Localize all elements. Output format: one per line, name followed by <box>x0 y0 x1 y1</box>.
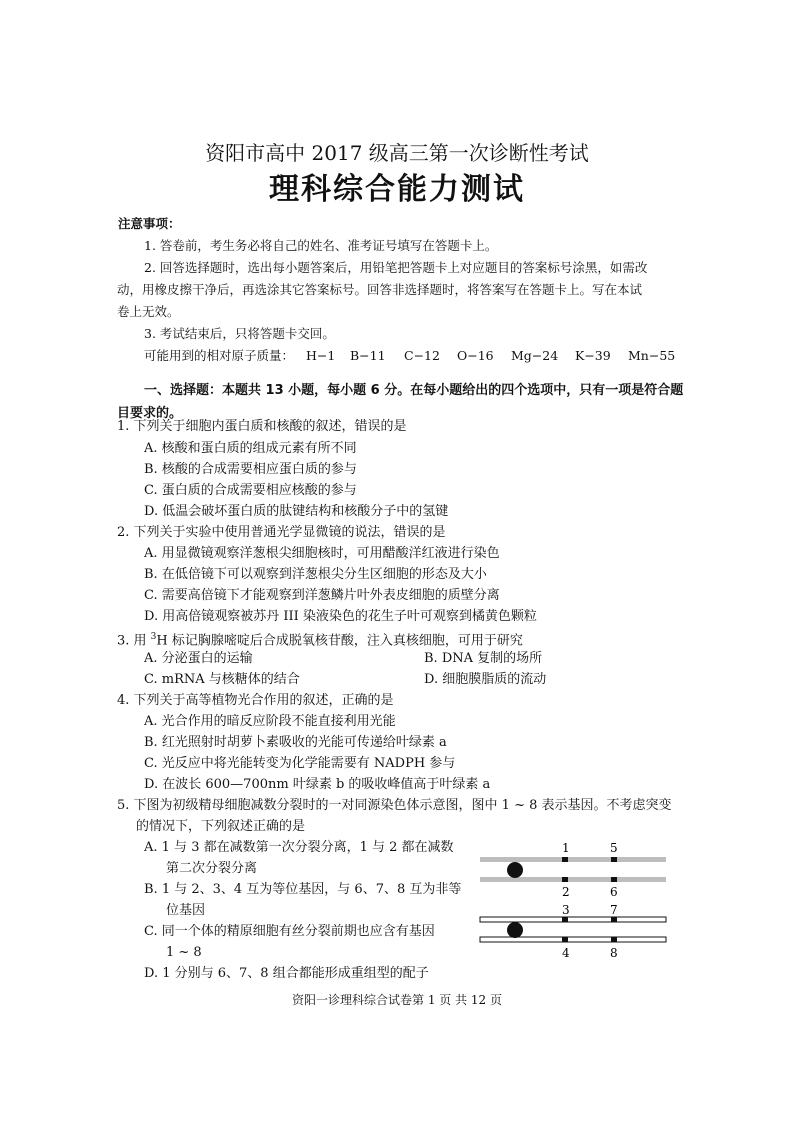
question-3-option-b: B. DNA 复制的场所 <box>424 651 543 666</box>
question-2-option-b: B. 在低倍镜下可以观察到洋葱根尖分生区细胞的形态及大小 <box>144 567 487 582</box>
question-5-stem-line-2: 的情况下，下列叙述正确的是 <box>136 819 306 834</box>
atomic-mass-b: B−11 <box>350 348 386 363</box>
gene-mark-3 <box>562 917 568 922</box>
centromere-upper <box>507 862 523 878</box>
question-4-option-a: A. 光合作用的暗反应阶段不能直接利用光能 <box>144 714 396 729</box>
question-3-option-d: D. 细胞膜脂质的流动 <box>424 672 547 687</box>
question-1-option-b: B. 核酸的合成需要相应蛋白质的参与 <box>144 462 357 477</box>
atomic-mass-k: K−39 <box>575 348 611 363</box>
notice-line-4: 卷上无效。 <box>117 304 180 319</box>
question-5-option-b-line-1: B. 1 与 2、3、4 互为等位基因，与 6、7、8 互为非等 <box>144 882 462 897</box>
chromatid-4 <box>480 937 666 942</box>
question-4-option-c: C. 光反应中将光能转变为化学能需要有 NADPH 参与 <box>144 756 456 771</box>
atomic-mass-o: O−16 <box>457 348 494 363</box>
gene-label-4: 4 <box>562 946 570 960</box>
question-2-option-a: A. 用显微镜观察洋葱根尖细胞核时，可用醋酸洋红液进行染色 <box>144 546 500 561</box>
gene-mark-8 <box>611 937 617 942</box>
question-2-option-d: D. 用高倍镜观察被苏丹 III 染液染色的花生子叶可观察到橘黄色颗粒 <box>144 609 537 624</box>
section-heading-line-1: 一、选择题：本题共 13 小题，每小题 6 分。在每小题给出的四个选项中，只有一项是符合题 <box>144 383 684 398</box>
question-1-option-d: D. 低温会破坏蛋白质的肽键结构和核酸分子中的氢键 <box>144 504 449 519</box>
question-3-superscript: 3 <box>150 632 157 642</box>
section-heading-line-2: 目要求的。 <box>117 406 183 421</box>
gene-label-7: 7 <box>610 903 618 917</box>
atomic-mass-mg: Mg−24 <box>511 348 559 363</box>
chromatid-2 <box>480 877 666 882</box>
gene-mark-6 <box>611 877 617 882</box>
question-5-option-d: D. 1 分别与 6、7、8 组合都能形成重组型的配子 <box>144 966 429 981</box>
notice-line-5: 3. 考试结束后，只将答题卡交回。 <box>144 326 335 341</box>
question-4-option-d: D. 在波长 600—700nm 叶绿素 b 的吸收峰值高于叶绿素 a <box>144 777 491 792</box>
question-3-stem-prefix: 3. 用 <box>117 633 151 649</box>
atomic-mass-label: 可能用到的相对原子质量： <box>144 348 295 363</box>
exam-title: 资阳市高中 2017 级高三第一次诊断性考试 <box>205 141 589 165</box>
homologous-chromosome-diagram <box>478 838 670 960</box>
gene-mark-2 <box>562 877 568 882</box>
question-1-option-c: C. 蛋白质的合成需要相应核酸的参与 <box>144 483 357 498</box>
notice-heading: 注意事项： <box>118 216 181 231</box>
question-1-stem: 1. 下列关于细胞内蛋白质和核酸的叙述，错误的是 <box>117 419 407 434</box>
question-4-option-b: B. 红光照射时胡萝卜素吸收的光能可传递给叶绿素 a <box>144 735 447 750</box>
gene-label-3: 3 <box>562 903 570 917</box>
gene-mark-7 <box>611 917 617 922</box>
question-3-option-c: C. mRNA 与核糖体的结合 <box>144 672 300 687</box>
page-footer: 资阳一诊理科综合试卷第 1 页 共 12 页 <box>292 993 502 1007</box>
question-3-option-a: A. 分泌蛋白的运输 <box>144 651 253 666</box>
gene-mark-5 <box>611 857 617 862</box>
notice-line-1: 1. 答卷前，考生务必将自己的姓名、准考证号填写在答题卡上。 <box>144 238 498 253</box>
notice-line-2: 2. 回答选择题时，选出每小题答案后，用铅笔把答题卡上对应题目的答案标号涂黑，如需改 <box>144 260 648 275</box>
question-5-option-a-line-2: 第二次分裂分离 <box>166 861 258 876</box>
atomic-mass-h: H−1 <box>306 348 336 363</box>
question-4-stem: 4. 下列关于高等植物光合作用的叙述，正确的是 <box>117 693 394 708</box>
chromatid-1 <box>480 857 666 862</box>
exam-subtitle: 理科综合能力测试 <box>269 172 525 207</box>
question-2-stem: 2. 下列关于实验中使用普通光学显微镜的说法，错误的是 <box>117 525 446 540</box>
question-5-option-b-line-2: 位基因 <box>166 903 206 918</box>
question-5-option-c-line-1: C. 同一个体的精原细胞有丝分裂前期也应含有基因 <box>144 924 435 939</box>
gene-mark-4 <box>562 937 568 942</box>
atomic-mass-mn: Mn−55 <box>628 348 676 363</box>
question-3-stem-suffix: H 标记胸腺嘧啶后合成脱氧核苷酸，注入真核细胞，可用于研究 <box>156 633 523 649</box>
gene-label-1: 1 <box>562 841 570 855</box>
atomic-mass-c: C−12 <box>404 348 440 363</box>
centromere-lower <box>507 922 523 938</box>
question-2-option-c: C. 需要高倍镜下才能观察到洋葱鳞片叶外表皮细胞的质壁分离 <box>144 588 500 603</box>
chromatid-3 <box>480 917 666 922</box>
gene-label-5: 5 <box>610 841 618 855</box>
gene-label-6: 6 <box>610 885 618 899</box>
gene-label-2: 2 <box>562 885 570 899</box>
notice-line-3: 动，用橡皮擦干净后，再选涂其它答案标号。回答非选择题时，将答案写在答题卡上。写在本试 <box>117 282 643 297</box>
gene-mark-1 <box>562 857 568 862</box>
question-3-stem <box>117 629 523 649</box>
question-1-option-a: A. 核酸和蛋白质的组成元素有所不同 <box>144 441 357 456</box>
question-5-stem-line-1: 5. 下图为初级精母细胞减数分裂时的一对同源染色体示意图，图中 1 ~ 8 表示基因。不考虑突变 <box>117 798 672 813</box>
question-5-option-a-line-1: A. 1 与 3 都在减数第一次分裂分离，1 与 2 都在减数 <box>144 840 454 855</box>
question-5-option-c-line-2: 1 ~ 8 <box>166 945 202 960</box>
gene-label-8: 8 <box>610 946 618 960</box>
